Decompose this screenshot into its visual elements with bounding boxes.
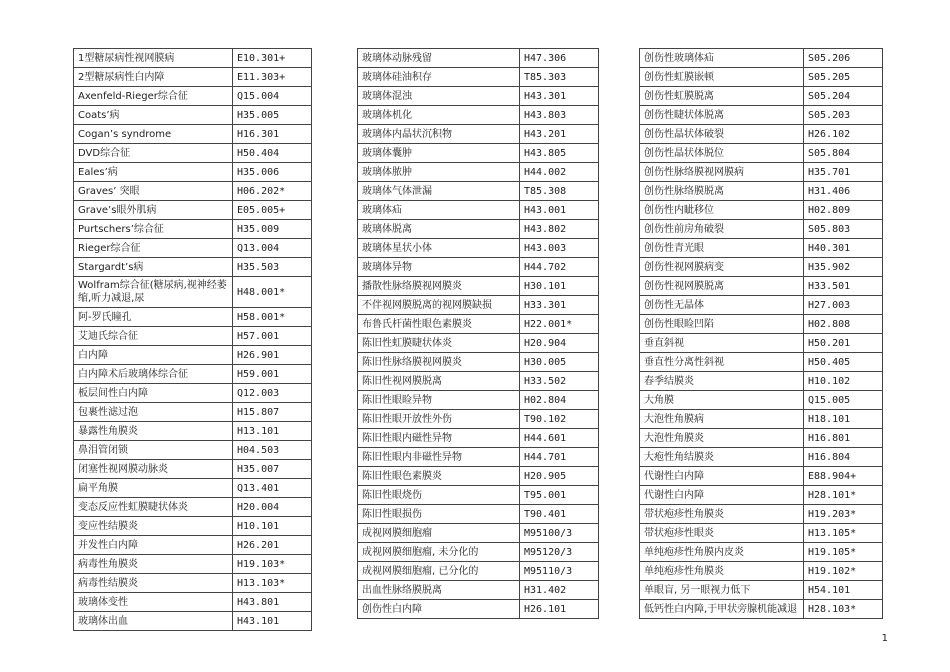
diagnosis-code: Q15.004	[233, 87, 312, 106]
diagnosis-code: Q15.005	[804, 391, 883, 410]
diagnosis-code: H50.405	[804, 353, 883, 372]
diagnosis-code: S05.206	[804, 49, 883, 68]
table-row	[74, 125, 312, 144]
diagnosis-code: H20.905	[520, 467, 599, 486]
diagnosis-name: 板层间性白内障	[74, 384, 233, 403]
diagnosis-name: Eales’病	[74, 163, 233, 182]
diagnosis-code: H10.101	[233, 517, 312, 536]
diagnosis-code: E11.303+	[233, 68, 312, 87]
diagnosis-code: H40.301	[804, 239, 883, 258]
diagnosis-name: Cogan’s syndrome	[74, 125, 233, 144]
diagnosis-name: 陈旧性眼损伤	[358, 505, 520, 524]
diagnosis-code: H47.306	[520, 49, 599, 68]
diagnosis-code: H43.803	[520, 106, 599, 125]
diagnosis-name: 病毒性角膜炎	[74, 555, 233, 574]
table-row	[358, 220, 599, 239]
diagnosis-code: Q13.401	[233, 479, 312, 498]
diagnosis-code: H16.804	[804, 448, 883, 467]
table-row	[74, 68, 312, 87]
diagnosis-name: 带状疱疹性角膜炎	[640, 505, 804, 524]
diagnosis-name: Wolfram综合征(糖尿病,视神经萎缩,听力减退,尿	[74, 277, 233, 308]
diagnosis-code: H44.702	[520, 258, 599, 277]
diagnosis-name: 玻璃体异物	[358, 258, 520, 277]
diagnosis-code: H19.102*	[804, 562, 883, 581]
table-row	[74, 517, 312, 536]
diagnosis-code: E05.005+	[233, 201, 312, 220]
diagnosis-name: 创伤性虹膜脱离	[640, 87, 804, 106]
table-row	[358, 334, 599, 353]
diagnosis-name: 闭塞性视网膜动脉炎	[74, 460, 233, 479]
table-row	[640, 334, 883, 353]
diagnosis-name: 玻璃体出血	[74, 612, 233, 631]
table-row	[640, 467, 883, 486]
diagnosis-code: H27.003	[804, 296, 883, 315]
diagnosis-code: H50.201	[804, 334, 883, 353]
diagnosis-code: H19.105*	[804, 543, 883, 562]
diagnosis-code: H22.001*	[520, 315, 599, 334]
table-row	[74, 87, 312, 106]
diagnosis-name: 创伤性白内障	[358, 600, 520, 619]
table-row	[358, 201, 599, 220]
diagnosis-name: 成视网膜细胞瘤, 已分化的	[358, 562, 520, 581]
diagnosis-name: 白内障术后玻璃体综合征	[74, 365, 233, 384]
diagnosis-name: 陈旧性脉络膜视网膜炎	[358, 353, 520, 372]
diagnosis-table-column-1	[73, 48, 312, 631]
table-row	[640, 448, 883, 467]
diagnosis-name: Grave’s眼外肌病	[74, 201, 233, 220]
table-row	[74, 365, 312, 384]
table-row	[74, 593, 312, 612]
diagnosis-name: 陈旧性眼色素膜炎	[358, 467, 520, 486]
table-row	[358, 353, 599, 372]
table-row	[74, 182, 312, 201]
table-row	[74, 49, 312, 68]
diagnosis-name: 暴露性角膜炎	[74, 422, 233, 441]
diagnosis-code: H35.902	[804, 258, 883, 277]
diagnosis-name: Purtschers’综合征	[74, 220, 233, 239]
diagnosis-name: 陈旧性虹膜睫状体炎	[358, 334, 520, 353]
table-row	[74, 106, 312, 125]
table-row	[640, 220, 883, 239]
diagnosis-name: 布鲁氏杆菌性眼色素膜炎	[358, 315, 520, 334]
diagnosis-code: Q12.003	[233, 384, 312, 403]
diagnosis-name: 2型糖尿病性白内障	[74, 68, 233, 87]
table-row	[74, 498, 312, 517]
table-row	[358, 448, 599, 467]
diagnosis-code: H19.103*	[233, 555, 312, 574]
table-row	[640, 125, 883, 144]
diagnosis-code: H35.009	[233, 220, 312, 239]
table-row	[74, 612, 312, 631]
table-row	[358, 258, 599, 277]
diagnosis-code: H10.102	[804, 372, 883, 391]
diagnosis-code: H43.201	[520, 125, 599, 144]
diagnosis-code: S05.803	[804, 220, 883, 239]
diagnosis-code: H48.001*	[233, 277, 312, 308]
table-row	[358, 125, 599, 144]
diagnosis-code: E88.904+	[804, 467, 883, 486]
diagnosis-table	[73, 48, 312, 631]
diagnosis-code: H06.202*	[233, 182, 312, 201]
table-row	[358, 486, 599, 505]
diagnosis-name: 玻璃体混浊	[358, 87, 520, 106]
table-row	[358, 372, 599, 391]
diagnosis-name: 带状疱疹性眼炎	[640, 524, 804, 543]
diagnosis-code: H58.001*	[233, 308, 312, 327]
diagnosis-name: 艾迪氏综合征	[74, 327, 233, 346]
diagnosis-name: 玻璃体星状小体	[358, 239, 520, 258]
diagnosis-name: 并发性白内障	[74, 536, 233, 555]
diagnosis-code: H59.001	[233, 365, 312, 384]
diagnosis-code: H13.105*	[804, 524, 883, 543]
table-row	[74, 403, 312, 422]
table-row	[74, 574, 312, 593]
table-row	[74, 460, 312, 479]
diagnosis-table	[639, 48, 883, 619]
diagnosis-name: Rieger综合征	[74, 239, 233, 258]
diagnosis-name: 陈旧性眼内磁性异物	[358, 429, 520, 448]
diagnosis-code: H26.201	[233, 536, 312, 555]
diagnosis-code: H35.006	[233, 163, 312, 182]
table-row	[358, 49, 599, 68]
diagnosis-name: 陈旧性眼睑异物	[358, 391, 520, 410]
table-row	[640, 581, 883, 600]
table-row	[640, 258, 883, 277]
table-row	[640, 562, 883, 581]
table-row	[74, 144, 312, 163]
diagnosis-name: 春季结膜炎	[640, 372, 804, 391]
diagnosis-code: H04.503	[233, 441, 312, 460]
diagnosis-code: H43.003	[520, 239, 599, 258]
diagnosis-name: 大疱性角结膜炎	[640, 448, 804, 467]
table-row	[358, 182, 599, 201]
diagnosis-code: H15.807	[233, 403, 312, 422]
diagnosis-name: 1型糖尿病性视网膜病	[74, 49, 233, 68]
table-row	[74, 258, 312, 277]
diagnosis-code: H31.406	[804, 182, 883, 201]
diagnosis-name: 代谢性白内障	[640, 467, 804, 486]
diagnosis-code: H44.002	[520, 163, 599, 182]
diagnosis-name: 陈旧性眼内非磁性异物	[358, 448, 520, 467]
diagnosis-name: 白内障	[74, 346, 233, 365]
diagnosis-name: 创伤性晶状体脱位	[640, 144, 804, 163]
table-row	[74, 346, 312, 365]
table-row	[640, 68, 883, 87]
diagnosis-code: H30.101	[520, 277, 599, 296]
diagnosis-name: 单眼盲, 另一眼视力低下	[640, 581, 804, 600]
table-row	[640, 353, 883, 372]
diagnosis-name: 创伤性脉络膜脱离	[640, 182, 804, 201]
diagnosis-code: S05.804	[804, 144, 883, 163]
diagnosis-code: H16.801	[804, 429, 883, 448]
diagnosis-name: 代谢性白内障	[640, 486, 804, 505]
table-row	[640, 372, 883, 391]
table-row	[640, 600, 883, 619]
diagnosis-name: 大泡性角膜病	[640, 410, 804, 429]
diagnosis-name: 创伤性无晶体	[640, 296, 804, 315]
diagnosis-name: 低钙性白内障,于甲状旁腺机能减退	[640, 600, 804, 619]
diagnosis-name: 创伤性视网膜病变	[640, 258, 804, 277]
diagnosis-name: 阿-罗氏瞳孔	[74, 308, 233, 327]
diagnosis-code: H28.103*	[804, 600, 883, 619]
diagnosis-name: 创伤性眼睑凹陷	[640, 315, 804, 334]
table-row	[358, 296, 599, 315]
diagnosis-name: 创伤性青光眼	[640, 239, 804, 258]
table-row	[640, 296, 883, 315]
diagnosis-name: Graves’ 突眼	[74, 182, 233, 201]
diagnosis-code: M95110/3	[520, 562, 599, 581]
diagnosis-code: H16.301	[233, 125, 312, 144]
diagnosis-name: 陈旧性眼烧伤	[358, 486, 520, 505]
diagnosis-name: 包裹性滤过泡	[74, 403, 233, 422]
diagnosis-name: 玻璃体机化	[358, 106, 520, 125]
diagnosis-code: H35.503	[233, 258, 312, 277]
table-row	[74, 308, 312, 327]
diagnosis-name: 创伤性视网膜脱离	[640, 277, 804, 296]
table-row	[74, 327, 312, 346]
diagnosis-code: H26.901	[233, 346, 312, 365]
diagnosis-name: 玻璃体脓肿	[358, 163, 520, 182]
diagnosis-name: 创伤性晶状体破裂	[640, 125, 804, 144]
diagnosis-code: H35.007	[233, 460, 312, 479]
diagnosis-name: Coats’病	[74, 106, 233, 125]
diagnosis-name: 变态反应性虹膜睫状体炎	[74, 498, 233, 517]
diagnosis-name: 出血性脉络膜脱离	[358, 581, 520, 600]
table-row	[358, 524, 599, 543]
table-row	[358, 163, 599, 182]
diagnosis-code: H50.404	[233, 144, 312, 163]
diagnosis-code: H33.301	[520, 296, 599, 315]
diagnosis-name: 成视网膜细胞瘤	[358, 524, 520, 543]
diagnosis-code: H43.802	[520, 220, 599, 239]
diagnosis-name: Axenfeld-Rieger综合征	[74, 87, 233, 106]
table-row	[74, 536, 312, 555]
table-row	[358, 144, 599, 163]
table-row	[358, 106, 599, 125]
diagnosis-code: H02.808	[804, 315, 883, 334]
diagnosis-code: S05.204	[804, 87, 883, 106]
diagnosis-code: H13.101	[233, 422, 312, 441]
diagnosis-name: 大泡性角膜炎	[640, 429, 804, 448]
diagnosis-code: T90.102	[520, 410, 599, 429]
diagnosis-code: H18.101	[804, 410, 883, 429]
diagnosis-code: H44.601	[520, 429, 599, 448]
table-row	[640, 505, 883, 524]
table-row	[358, 87, 599, 106]
diagnosis-code: M95120/3	[520, 543, 599, 562]
table-row	[640, 543, 883, 562]
table-row	[358, 68, 599, 87]
table-row	[358, 562, 599, 581]
diagnosis-code: H43.801	[233, 593, 312, 612]
diagnosis-code: H13.103*	[233, 574, 312, 593]
table-row	[74, 384, 312, 403]
diagnosis-code: H44.701	[520, 448, 599, 467]
table-row	[640, 163, 883, 182]
table-row	[74, 239, 312, 258]
diagnosis-name: 创伤性内眦移位	[640, 201, 804, 220]
table-row	[640, 486, 883, 505]
diagnosis-name: 变应性结膜炎	[74, 517, 233, 536]
diagnosis-code: H43.001	[520, 201, 599, 220]
diagnosis-name: 玻璃体疝	[358, 201, 520, 220]
diagnosis-code: T85.303	[520, 68, 599, 87]
diagnosis-code: H33.501	[804, 277, 883, 296]
diagnosis-code: H35.005	[233, 106, 312, 125]
diagnosis-name: 玻璃体气体泄漏	[358, 182, 520, 201]
diagnosis-name: 大角膜	[640, 391, 804, 410]
diagnosis-code: H33.502	[520, 372, 599, 391]
diagnosis-code: S05.205	[804, 68, 883, 87]
diagnosis-code: H20.904	[520, 334, 599, 353]
diagnosis-code: E10.301+	[233, 49, 312, 68]
table-row	[358, 600, 599, 619]
diagnosis-name: 单纯疱疹性角膜内皮炎	[640, 543, 804, 562]
diagnosis-table	[357, 48, 599, 619]
diagnosis-code: T95.001	[520, 486, 599, 505]
table-row	[358, 410, 599, 429]
diagnosis-code: H54.101	[804, 581, 883, 600]
table-row	[640, 429, 883, 448]
table-row	[358, 543, 599, 562]
table-row	[74, 220, 312, 239]
diagnosis-code: H02.804	[520, 391, 599, 410]
table-row	[640, 524, 883, 543]
diagnosis-name: 玻璃体硅油积存	[358, 68, 520, 87]
table-row	[74, 277, 312, 308]
diagnosis-name: 玻璃体内晶状沉积物	[358, 125, 520, 144]
diagnosis-name: 不伴视网膜脱离的视网膜缺损	[358, 296, 520, 315]
diagnosis-name: 创伤性脉络膜视网膜病	[640, 163, 804, 182]
diagnosis-name: 创伤性玻璃体疝	[640, 49, 804, 68]
table-row	[74, 422, 312, 441]
table-row	[358, 239, 599, 258]
diagnosis-name: 垂直性分离性斜视	[640, 353, 804, 372]
diagnosis-name: 垂直斜视	[640, 334, 804, 353]
table-row	[640, 277, 883, 296]
diagnosis-code: H20.004	[233, 498, 312, 517]
diagnosis-code: H19.203*	[804, 505, 883, 524]
table-row	[640, 315, 883, 334]
diagnosis-name: 陈旧性眼开放性外伤	[358, 410, 520, 429]
diagnosis-name: Stargardt’s病	[74, 258, 233, 277]
diagnosis-table-column-2	[357, 48, 599, 619]
diagnosis-code: H26.101	[520, 600, 599, 619]
diagnosis-code: T90.401	[520, 505, 599, 524]
diagnosis-name: 创伤性前房角破裂	[640, 220, 804, 239]
diagnosis-code: H26.102	[804, 125, 883, 144]
table-row	[74, 441, 312, 460]
diagnosis-code: H28.101*	[804, 486, 883, 505]
diagnosis-code: H35.701	[804, 163, 883, 182]
diagnosis-name: 病毒性结膜炎	[74, 574, 233, 593]
table-row	[640, 410, 883, 429]
diagnosis-name: DVD综合征	[74, 144, 233, 163]
diagnosis-name: 玻璃体动脉残留	[358, 49, 520, 68]
table-row	[358, 581, 599, 600]
table-row	[640, 106, 883, 125]
diagnosis-name: 玻璃体囊肿	[358, 144, 520, 163]
diagnosis-table-column-3	[639, 48, 883, 619]
diagnosis-code: H43.101	[233, 612, 312, 631]
table-row	[640, 144, 883, 163]
table-row	[358, 315, 599, 334]
diagnosis-code: Q13.004	[233, 239, 312, 258]
diagnosis-name: 成视网膜细胞瘤, 未分化的	[358, 543, 520, 562]
table-row	[640, 391, 883, 410]
diagnosis-name: 鼻泪管闭锁	[74, 441, 233, 460]
diagnosis-name: 陈旧性视网膜脱离	[358, 372, 520, 391]
diagnosis-code: H30.005	[520, 353, 599, 372]
table-row	[358, 505, 599, 524]
diagnosis-code: H43.805	[520, 144, 599, 163]
table-row	[74, 479, 312, 498]
diagnosis-code: H43.301	[520, 87, 599, 106]
table-row	[74, 163, 312, 182]
table-row	[358, 429, 599, 448]
diagnosis-code: M95100/3	[520, 524, 599, 543]
table-row	[640, 87, 883, 106]
table-row	[640, 239, 883, 258]
diagnosis-name: 播散性脉络膜视网膜炎	[358, 277, 520, 296]
diagnosis-code: H02.809	[804, 201, 883, 220]
table-row	[358, 391, 599, 410]
diagnosis-code: S05.203	[804, 106, 883, 125]
table-row	[640, 49, 883, 68]
page-number: 1	[881, 633, 888, 644]
diagnosis-name: 创伤性虹膜嵌顿	[640, 68, 804, 87]
table-row	[640, 182, 883, 201]
table-row	[74, 555, 312, 574]
diagnosis-name: 扁平角膜	[74, 479, 233, 498]
table-row	[640, 201, 883, 220]
table-row	[358, 467, 599, 486]
diagnosis-code: H57.001	[233, 327, 312, 346]
diagnosis-name: 单纯疱疹性角膜炎	[640, 562, 804, 581]
diagnosis-name: 玻璃体脱离	[358, 220, 520, 239]
diagnosis-name: 玻璃体变性	[74, 593, 233, 612]
diagnosis-code: H31.402	[520, 581, 599, 600]
diagnosis-code: T85.308	[520, 182, 599, 201]
table-row	[358, 277, 599, 296]
table-row	[74, 201, 312, 220]
diagnosis-name: 创伤性睫状体脱离	[640, 106, 804, 125]
